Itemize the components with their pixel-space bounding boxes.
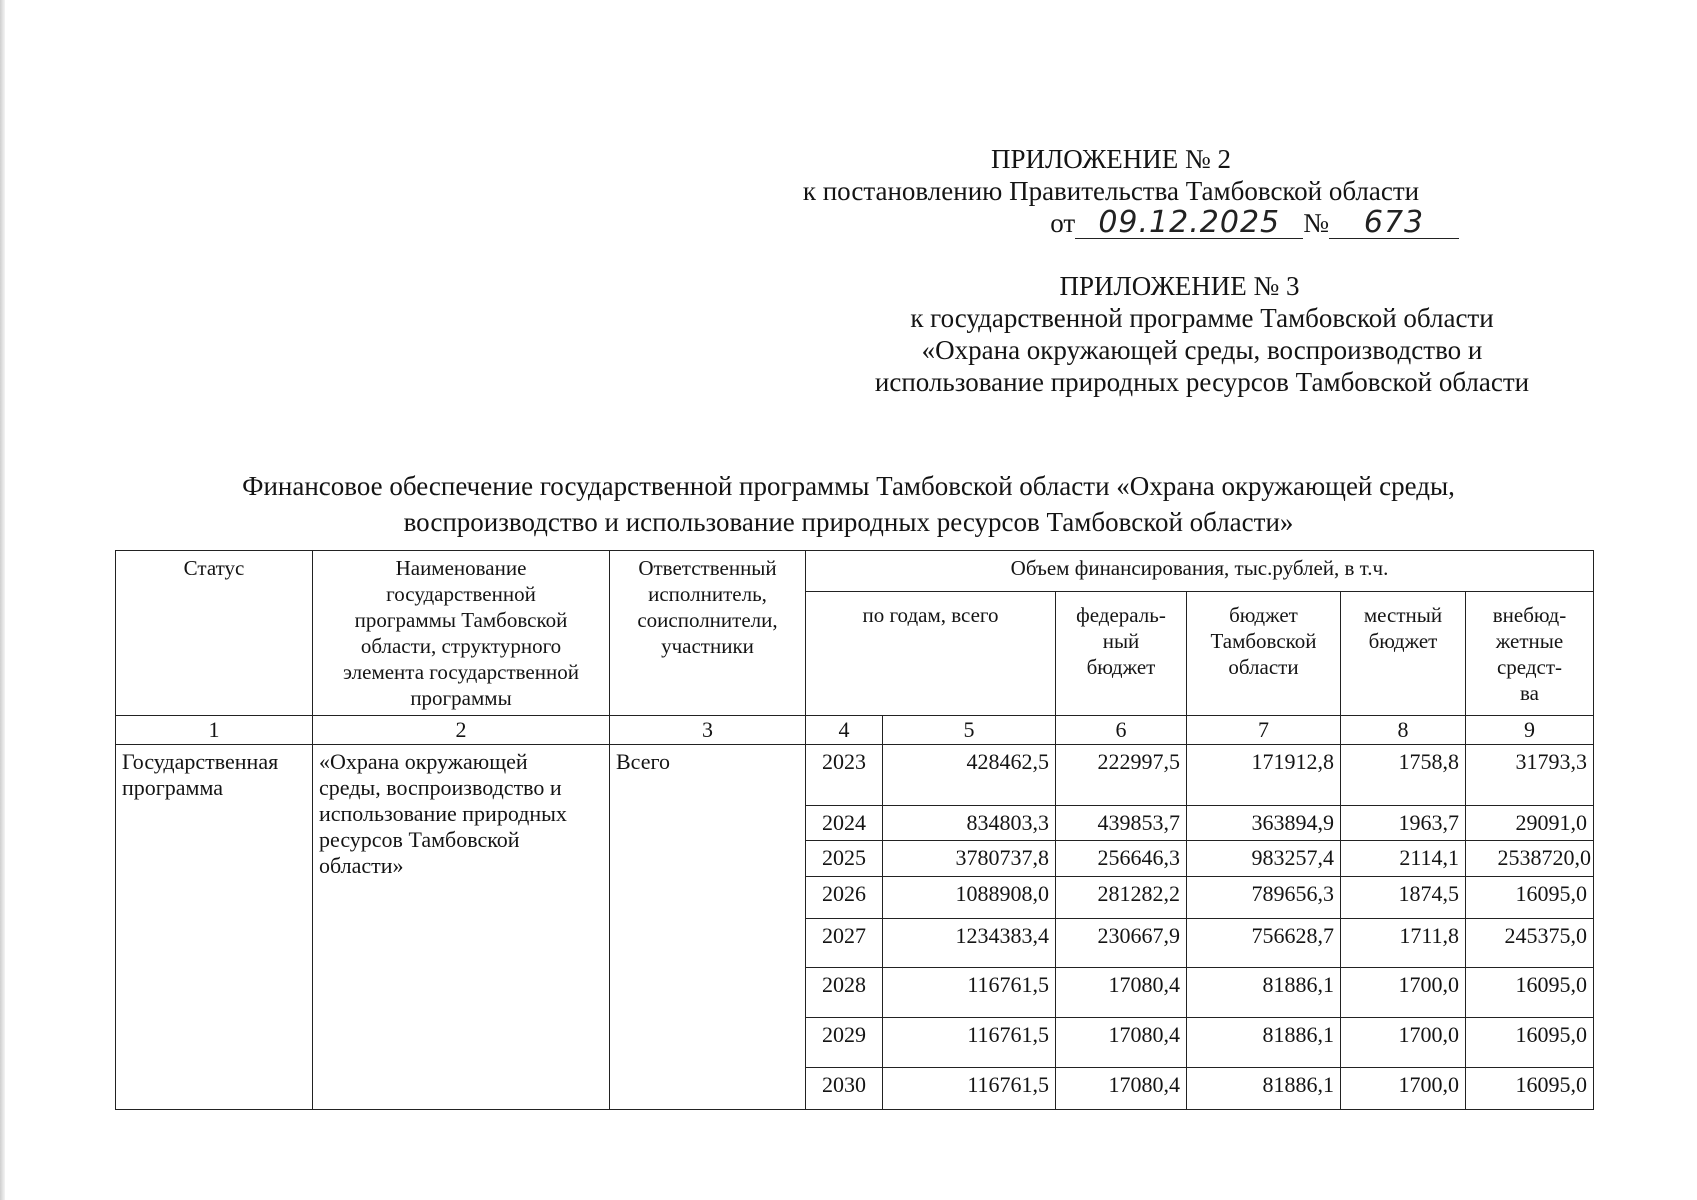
row-extra: 31793,3 (1466, 745, 1594, 806)
column-number: 8 (1341, 716, 1466, 745)
header-extrabudget: внебюд- жетные средст- ва (1466, 592, 1594, 716)
row-total: 116761,5 (883, 1018, 1056, 1068)
column-number-row (116, 716, 1594, 745)
appendix-3-line-2: «Охрана окружающей среды, воспроизводство и (921, 335, 1483, 365)
row-total: 3780737,8 (883, 841, 1056, 877)
row-total: 116761,5 (883, 968, 1056, 1018)
row-regional: 983257,4 (1187, 841, 1341, 877)
row-federal: 222997,5 (1056, 745, 1187, 806)
row-year: 2027 (806, 919, 883, 968)
appendix-3-block (812, 270, 1592, 398)
appendix-3-line-3: использование природных ресурсов Тамбовской области (874, 367, 1530, 397)
row-federal: 17080,4 (1056, 968, 1187, 1018)
header-funding: Объем финансирования, тыс.рублей, в т.ч. (806, 551, 1594, 592)
row-extra: 2538720,0 (1466, 841, 1594, 877)
document-title-line-1: Финансовое обеспечение государственной программы Тамбовской области «Охрана окружающей среды, (242, 471, 1455, 501)
row-total: 834803,3 (883, 806, 1056, 841)
number-label: № (1303, 208, 1329, 238)
header-row-1 (116, 551, 1594, 592)
row-local: 1700,0 (1341, 1018, 1466, 1068)
row-federal: 17080,4 (1056, 1018, 1187, 1068)
program-executor: Всего (610, 745, 806, 1110)
row-extra: 16095,0 (1466, 1018, 1594, 1068)
appendix-2-block (751, 143, 1471, 239)
header-executor: Ответственный исполнитель, соисполнители, участники (610, 551, 806, 716)
row-local: 1963,7 (1341, 806, 1466, 841)
handwritten-number: 673 (1329, 208, 1459, 239)
row-regional: 789656,3 (1187, 877, 1341, 919)
row-extra: 16095,0 (1466, 877, 1594, 919)
header-regional: бюджет Тамбовской области (1187, 592, 1341, 716)
row-local: 1700,0 (1341, 1068, 1466, 1110)
header-federal: федераль- ный бюджет (1056, 592, 1187, 716)
row-local: 1758,8 (1341, 745, 1466, 806)
header-name: Наименование государственной программы Тамбовской области, структурного элемента государственной программы (313, 551, 610, 716)
row-local: 1700,0 (1341, 968, 1466, 1018)
column-number: 9 (1466, 716, 1594, 745)
row-year: 2023 (806, 745, 883, 806)
row-regional: 81886,1 (1187, 1018, 1341, 1068)
row-year: 2029 (806, 1018, 883, 1068)
column-number: 3 (610, 716, 806, 745)
program-name: «Охрана окружающей среды, воспроизводство и использование природных ресурсов Тамбовской области» (313, 745, 610, 1110)
document-title-line-2: воспроизводство и использование природных ресурсов Тамбовской области» (403, 507, 1294, 537)
header-local: местный бюджет (1341, 592, 1466, 716)
row-year: 2025 (806, 841, 883, 877)
row-federal: 230667,9 (1056, 919, 1187, 968)
appendix-3-title: ПРИЛОЖЕНИЕ № 3 (1059, 271, 1300, 301)
row-total: 1234383,4 (883, 919, 1056, 968)
row-regional: 363894,9 (1187, 806, 1341, 841)
row-local: 1711,8 (1341, 919, 1466, 968)
column-number: 2 (313, 716, 610, 745)
row-extra: 16095,0 (1466, 1068, 1594, 1110)
header-status: Статус (116, 551, 313, 716)
row-regional: 756628,7 (1187, 919, 1341, 968)
handwritten-date: 09.12.2025 (1075, 208, 1303, 239)
scan-edge (0, 0, 5, 1200)
row-total: 1088908,0 (883, 877, 1056, 919)
column-number: 6 (1056, 716, 1187, 745)
row-total: 428462,5 (883, 745, 1056, 806)
column-number: 5 (883, 716, 1056, 745)
appendix-2-date-line (751, 207, 1471, 239)
row-federal: 439853,7 (1056, 806, 1187, 841)
row-year: 2024 (806, 806, 883, 841)
row-federal: 17080,4 (1056, 1068, 1187, 1110)
row-year: 2030 (806, 1068, 883, 1110)
column-number: 4 (806, 716, 883, 745)
funding-table (115, 550, 1594, 1110)
row-total: 116761,5 (883, 1068, 1056, 1110)
row-regional: 81886,1 (1187, 968, 1341, 1018)
row-extra: 29091,0 (1466, 806, 1594, 841)
appendix-3-line-1: к государственной программе Тамбовской области (910, 303, 1494, 333)
document-title (0, 468, 1697, 540)
row-regional: 171912,8 (1187, 745, 1341, 806)
header-by-years: по годам, всего (806, 592, 1056, 716)
column-number: 1 (116, 716, 313, 745)
row-year: 2028 (806, 968, 883, 1018)
row-federal: 256646,3 (1056, 841, 1187, 877)
program-status: Государственная программа (116, 745, 313, 1110)
appendix-2-title: ПРИЛОЖЕНИЕ № 2 (990, 144, 1232, 174)
row-federal: 281282,2 (1056, 877, 1187, 919)
row-extra: 245375,0 (1466, 919, 1594, 968)
row-local: 2114,1 (1341, 841, 1466, 877)
from-label: от (1050, 208, 1076, 238)
row-extra: 16095,0 (1466, 968, 1594, 1018)
column-number: 7 (1187, 716, 1341, 745)
table-row (116, 745, 1594, 806)
row-local: 1874,5 (1341, 877, 1466, 919)
row-regional: 81886,1 (1187, 1068, 1341, 1110)
row-year: 2026 (806, 877, 883, 919)
appendix-2-line: к постановлению Правительства Тамбовской области (802, 176, 1420, 206)
